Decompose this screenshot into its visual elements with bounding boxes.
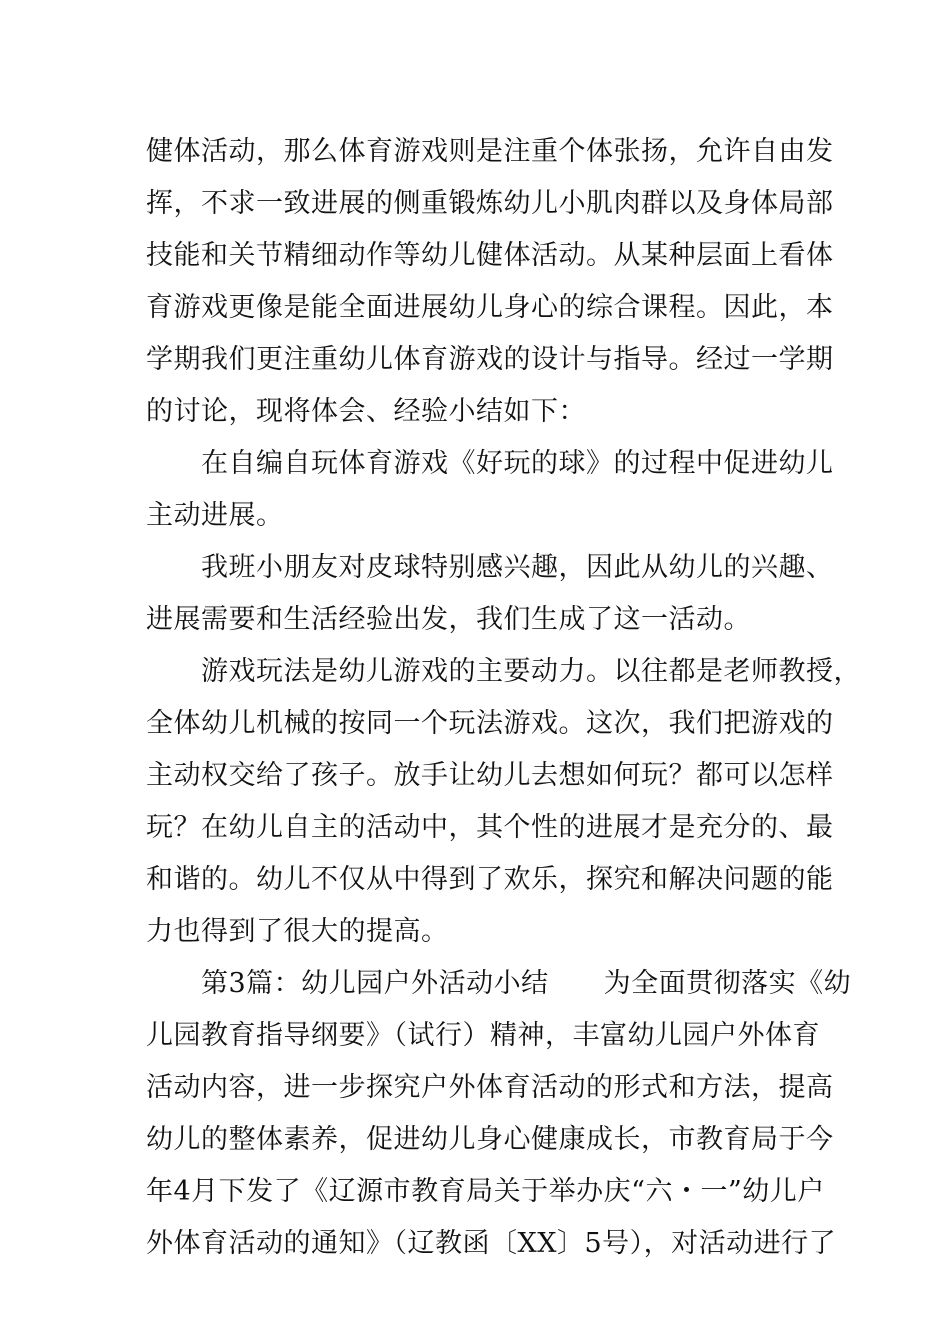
text-line: 技能和关节精细动作等幼儿健体活动。从某种层面上看体 — [146, 240, 834, 271]
text-line: 玩？在幼儿自主的活动中，其个性的进展才是充分的、最 — [146, 812, 834, 843]
section-heading-line: 第3篇：幼儿园户外活动小结 为全面贯彻落实《幼 — [146, 968, 852, 999]
text-line: 儿园教育指导纲要》（试行）精神，丰富幼儿园户外体育 — [146, 1020, 820, 1051]
text-line: 全体幼儿机械的按同一个玩法游戏。这次，我们把游戏的 — [146, 708, 834, 739]
text-line: 育游戏更像是能全面进展幼儿身心的综合课程。因此，本 — [146, 292, 834, 323]
text-line: 进展需要和生活经验出发，我们生成了这一活动。 — [146, 604, 751, 635]
text-line: 和谐的。幼儿不仅从中得到了欢乐，探究和解决问题的能 — [146, 864, 834, 895]
text-line: 在自编自玩体育游戏《好玩的球》的过程中促进幼儿 — [146, 448, 834, 479]
text-line: 游戏玩法是幼儿游戏的主要动力。以往都是老师教授， — [146, 656, 861, 687]
text-line: 活动内容，进一步探究户外体育活动的形式和方法，提高 — [146, 1072, 834, 1103]
text-line: 力也得到了很大的提高。 — [146, 916, 449, 947]
text-line: 外体育活动的通知》（辽教函〔XX〕5号），对活动进行了 — [146, 1228, 837, 1259]
text-line: 年4月下发了《辽源市教育局关于举办庆“六・一”幼儿户 — [146, 1176, 825, 1207]
text-line: 我班小朋友对皮球特别感兴趣，因此从幼儿的兴趣、 — [146, 552, 834, 583]
text-line: 主动权交给了孩子。放手让幼儿去想如何玩？都可以怎样 — [146, 760, 834, 791]
text-line: 挥，不求一致进展的侧重锻炼幼儿小肌肉群以及身体局部 — [146, 188, 834, 219]
text-line: 的讨论，现将体会、经验小结如下： — [146, 396, 586, 427]
text-line: 主动进展。 — [146, 500, 284, 531]
text-line: 健体活动，那么体育游戏则是注重个体张扬，允许自由发 — [146, 136, 834, 167]
body-text — [146, 126, 861, 1270]
text-line: 幼儿的整体素养，促进幼儿身心健康成长，市教育局于今 — [146, 1124, 834, 1155]
text-line: 学期我们更注重幼儿体育游戏的设计与指导。经过一学期 — [146, 344, 834, 375]
